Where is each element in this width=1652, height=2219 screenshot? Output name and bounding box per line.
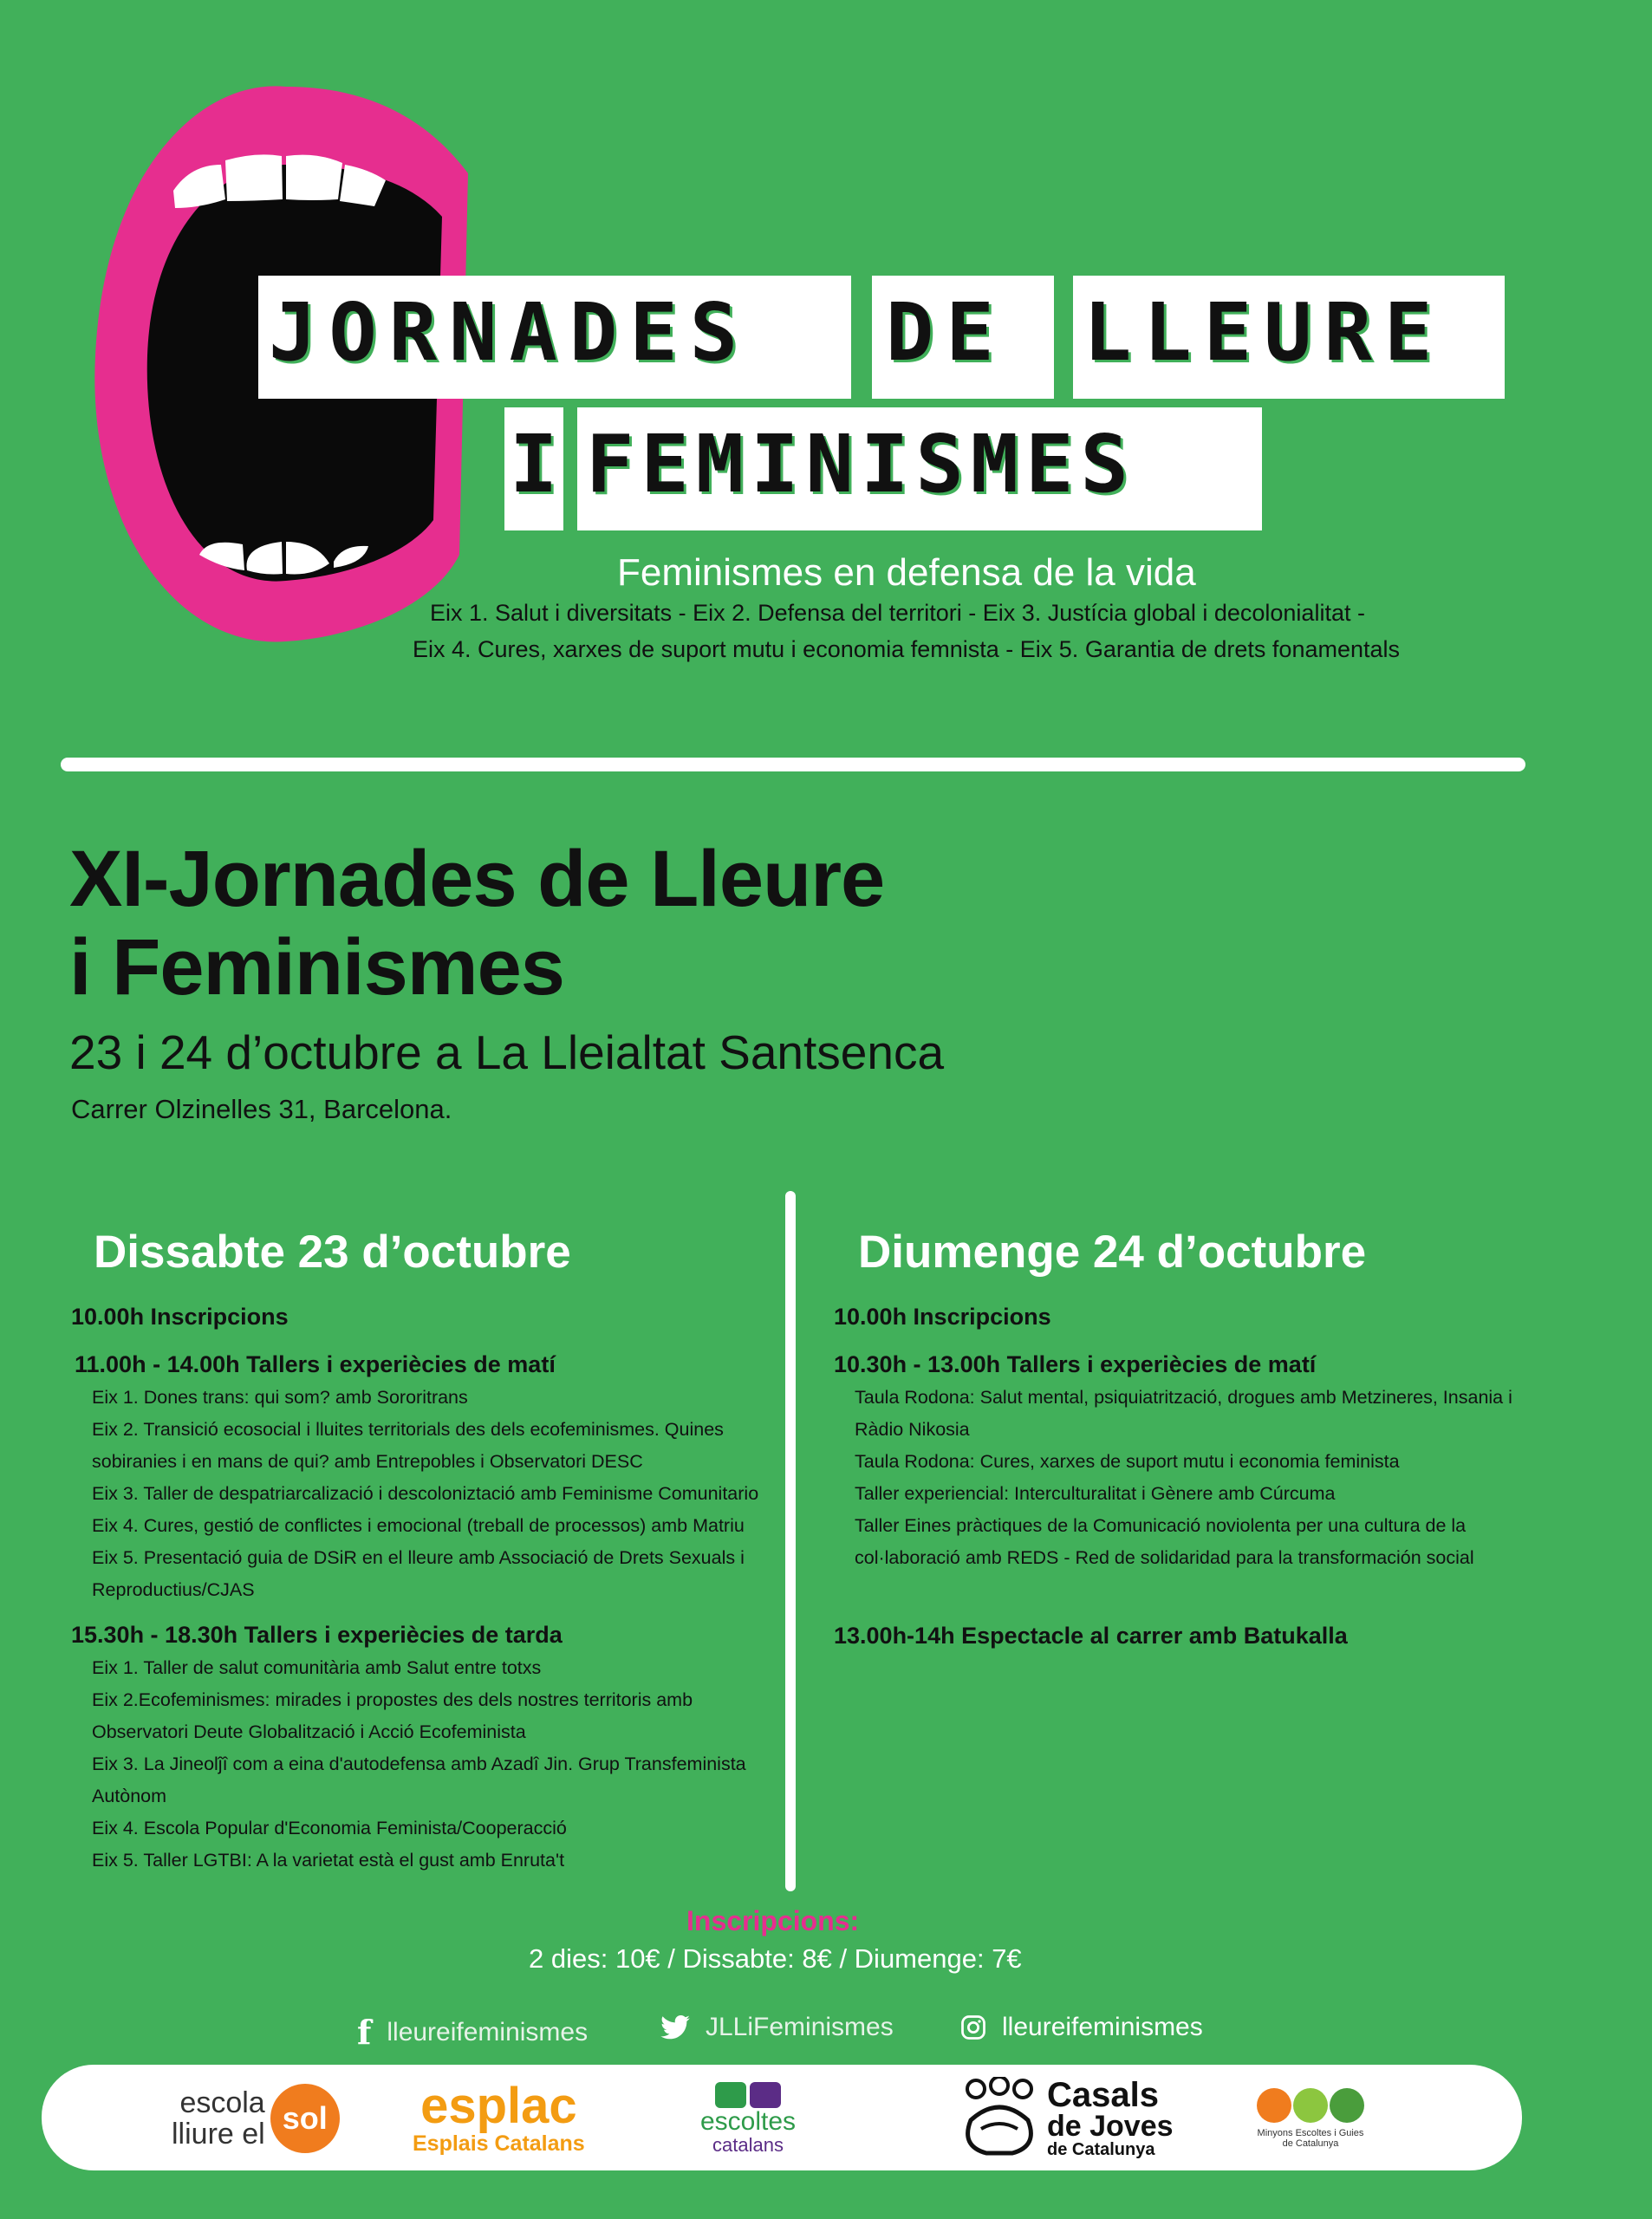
- horizontal-divider: [61, 758, 1525, 771]
- saturday-morning-item: Eix 1. Dones trans: qui som? amb Sororitrans: [92, 1387, 468, 1408]
- saturday-morning-item: Eix 5. Presentació guia de DSiR en el lleure amb Associació de Drets Sexuals i Reproductius/CJAS: [92, 1547, 745, 1600]
- fleur-de-lis-icon: [750, 2082, 781, 2108]
- saturday-afternoon-item: Eix 2.Ecofeminismes: mirades i propostes des dels nostres territoris amb Observatori Deute Globalització i Acció Ecofeminista: [92, 1689, 693, 1742]
- logo-escoltes-text-2: catalans: [712, 2134, 784, 2156]
- logo-escola-text: escola: [179, 2086, 265, 2119]
- sunday-morning-item: Taula Rodona: Cures, xarxes de suport mutu i economia feminista: [855, 1451, 1400, 1472]
- logo-sol-text: sol: [282, 2100, 328, 2136]
- saturday-morning-item: Eix 2. Transició ecosocial i lluites territorials des dels ecofeminismes. Quines sobiranies i en mans de qui? amb Entrepobles i Observatori DESC: [92, 1419, 724, 1472]
- saturday-morning-item: Eix 3. Taller de despatriarcalizació i descoloniztació amb Feminisme Comunitario: [92, 1483, 759, 1504]
- eixos-line-2: Eix 4. Cures, xarxes de suport mutu i economia femnista - Eix 5. Garantia de drets fonamentals: [413, 636, 1401, 662]
- title-word-feminismes: FEMINISMES: [586, 418, 1135, 511]
- instagram-handle: lleureifeminismes: [1002, 2013, 1203, 2041]
- twitter-handle: JLLiFeminismes: [706, 2013, 894, 2041]
- creature-icon: [960, 2077, 1038, 2160]
- logo-casals-text-3: de Catalunya: [1047, 2140, 1155, 2159]
- registration-title: Inscripcions:: [686, 1905, 860, 1936]
- subtitle: Feminismes en defensa de la vida: [617, 551, 1196, 594]
- eixos-line-1: Eix 1. Salut i diversitats - Eix 2. Defensa del territori - Eix 3. Justícia global i decolonialitat -: [430, 600, 1365, 626]
- logo-minyons-text-2: de Catalunya: [1282, 2138, 1339, 2149]
- logo-escoltes-catalans: [700, 2075, 796, 2162]
- sunday-slot-1: 10.00h Inscripcions: [834, 1304, 1051, 1330]
- logo-casals-text-2: de Joves: [1047, 2110, 1174, 2143]
- logo-escoltes-text: escoltes: [700, 2107, 797, 2136]
- title-word-lleure: LLEURE: [1083, 286, 1445, 379]
- saturday-morning-item: Eix 4. Cures, gestió de conflictes i emocional (treball de processos) amb Matriu: [92, 1515, 745, 1536]
- clover-icon: [715, 2082, 746, 2108]
- partner-logos-bar: [42, 2065, 1522, 2170]
- sunday-morning-item: Taller experiencial: Interculturalitat i Gènere amb Cúrcuma: [855, 1483, 1336, 1504]
- event-heading-line-2: i Feminismes: [69, 923, 564, 1012]
- sunday-morning-item: Taller Eines pràctiques de la Comunicació noviolenta per una cultura de la col·laboració amb REDS - Red de solidaridad para la transformación social: [855, 1515, 1474, 1568]
- vertical-divider: [785, 1191, 796, 1891]
- facebook-icon: f: [357, 2013, 372, 2052]
- social-instagram[interactable]: [960, 2013, 1203, 2042]
- saturday-afternoon-item: Eix 4. Escola Popular d'Economia Feminista/Cooperacció: [92, 1818, 567, 1838]
- event-address: Carrer Olzinelles 31, Barcelona.: [71, 1094, 452, 1124]
- saturday-afternoon-item: Eix 3. La Jineolĵî com a eina d'autodefensa amb Azadî Jin. Grup Transfeminista Autònom: [92, 1754, 746, 1806]
- logo-esplac-text: esplac: [420, 2077, 577, 2134]
- registration-prices: 2 dies: 10€ / Dissabte: 8€ / Diumenge: 7€: [529, 1943, 1022, 1974]
- sunday-header: Diumenge 24 d’octubre: [858, 1227, 1367, 1278]
- logo-minyons-escoltes: [1257, 2075, 1364, 2162]
- saturday-slot-1: 10.00h Inscripcions: [71, 1304, 289, 1330]
- saturday-slot-3: 15.30h - 18.30h Tallers i experiècies de tarda: [71, 1622, 563, 1648]
- logo-esplac-sub: Esplais Catalans: [413, 2131, 585, 2156]
- title-word-de: DE: [886, 286, 1006, 379]
- saturday-afternoon-item: Eix 1. Taller de salut comunitària amb Salut entre totxs: [92, 1657, 542, 1678]
- sunday-slot-3: 13.00h-14h Espectacle al carrer amb Batukalla: [834, 1623, 1348, 1649]
- saturday-schedule: [71, 1304, 782, 1877]
- saturday-afternoon-item: Eix 5. Taller LGTBI: A la varietat està el gust amb Enruta't: [92, 1850, 565, 1871]
- saturday-header: Dissabte 23 d’octubre: [94, 1227, 571, 1278]
- logo-casals-de-joves: [960, 2075, 1174, 2162]
- social-twitter[interactable]: [660, 2013, 894, 2042]
- saturday-slot-2: 11.00h - 14.00h Tallers i experiècies de matí: [75, 1351, 556, 1377]
- title-word-i: I: [510, 418, 558, 511]
- sun-icon: [270, 2084, 340, 2153]
- event-heading-line-1: XI-Jornades de Lleure: [69, 835, 885, 923]
- logo-escola-text-2: lliure el: [172, 2118, 265, 2151]
- sunday-morning-item: Taula Rodona: Salut mental, psiquiatrització, drogues amb Metzineres, Insania i Ràdio Nikosia: [855, 1387, 1512, 1440]
- sunday-slot-2: 10.30h - 13.00h Tallers i experiècies de matí: [834, 1351, 1317, 1377]
- logo-minyons-text: Minyons Escoltes i Guies: [1257, 2128, 1364, 2138]
- logo-escola-lliure-el-sol: [172, 2075, 340, 2162]
- event-dates: 23 i 24 d’octubre a La Lleialtat Santsenca: [69, 1025, 945, 1079]
- logo-casals-text: Casals: [1047, 2076, 1159, 2114]
- social-facebook[interactable]: [357, 2013, 588, 2052]
- twitter-icon: [660, 2015, 690, 2040]
- title-word-jornades: JORNADES: [269, 286, 751, 379]
- logo-esplac: [413, 2075, 585, 2162]
- sunday-schedule: [834, 1304, 1527, 1650]
- minyons-emblem-icon: [1257, 2088, 1364, 2123]
- facebook-handle: lleureifeminismes: [387, 2017, 589, 2047]
- instagram-icon: [960, 2014, 986, 2040]
